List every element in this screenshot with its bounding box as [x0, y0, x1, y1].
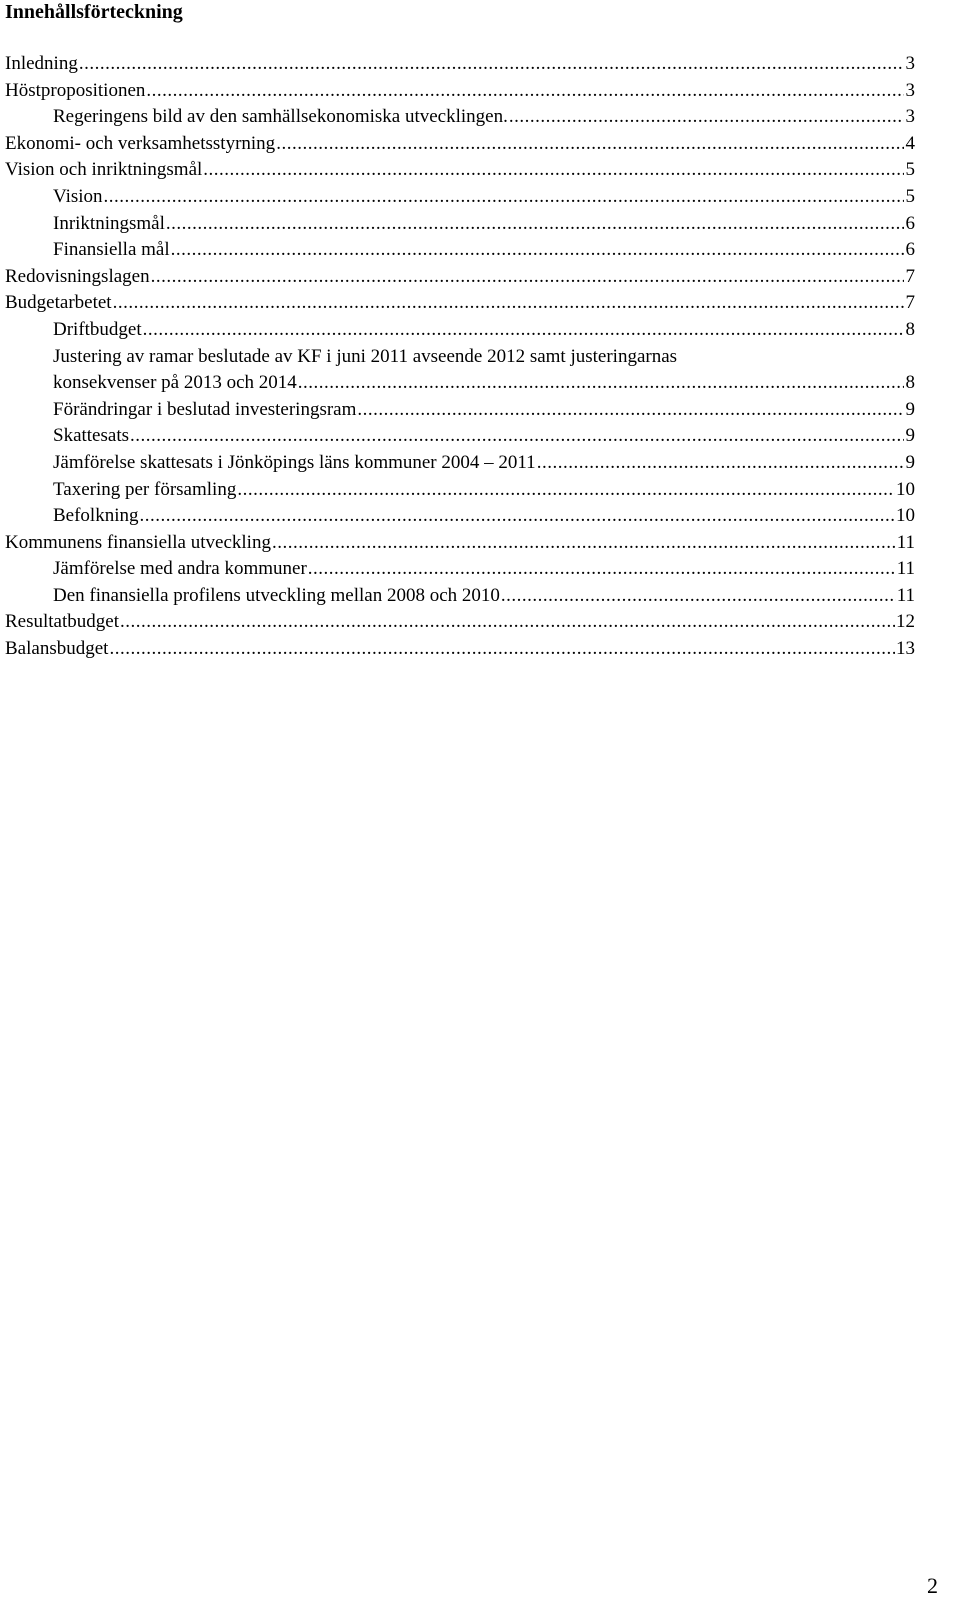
toc-entry[interactable]: [0, 423, 960, 450]
toc-entry[interactable]: [0, 636, 960, 663]
toc-entry[interactable]: [0, 477, 960, 504]
toc-entry[interactable]: [0, 556, 960, 583]
toc-entry[interactable]: [0, 51, 960, 78]
toc-entry-label: Balansbudget: [5, 638, 109, 660]
toc-entry-label: Ekonomi- och verksamhetsstyrning: [5, 132, 276, 154]
toc-dot-leader: [501, 583, 896, 609]
toc-entry-label: Kommunens finansiella utveckling: [5, 531, 271, 553]
toc-entry-label: Förändringar i beslutad investeringsram: [53, 398, 357, 420]
toc-entry[interactable]: [0, 131, 960, 158]
toc-entry-page: 6: [905, 212, 915, 234]
toc-dot-leader: [272, 530, 896, 556]
toc-entry-page: 4: [905, 132, 915, 154]
toc-entry[interactable]: [0, 397, 960, 424]
toc-entry[interactable]: [0, 290, 960, 317]
toc-dot-leader: [537, 450, 904, 476]
toc-entry-page: 7: [905, 292, 915, 314]
toc-dot-leader: [357, 397, 904, 423]
toc-dot-leader: [120, 609, 895, 635]
toc-entry[interactable]: [0, 104, 960, 131]
toc-entry-page: 5: [905, 185, 915, 207]
toc-entry[interactable]: [0, 503, 960, 530]
toc-entry-label: Jämförelse skattesats i Jönköpings läns kommuner 2004 – 2011: [53, 451, 536, 473]
toc-dot-leader: [79, 51, 904, 77]
toc-list: [0, 51, 960, 663]
toc-entry[interactable]: [0, 78, 960, 105]
toc-dot-leader: [509, 104, 904, 130]
toc-entry-page: 13: [896, 638, 915, 660]
toc-dot-leader: [171, 237, 904, 263]
toc-entry[interactable]: [0, 237, 960, 264]
toc-dot-leader: [151, 264, 904, 290]
toc-entry-label: Justering av ramar beslutade av KF i juni 2011 avseende 2012 samt justeringarnas: [53, 345, 678, 367]
toc-dot-leader: [298, 370, 904, 396]
toc-entry-label: Jämförelse med andra kommuner: [53, 558, 307, 580]
toc-dot-leader: [166, 211, 904, 237]
toc-entry-label: Skattesats: [53, 425, 129, 447]
toc-entry-page: 11: [896, 558, 915, 580]
toc-entry-page: 10: [896, 505, 915, 527]
toc-entry-page: 9: [905, 451, 915, 473]
toc-entry-label: Befolkning: [53, 505, 139, 527]
toc-entry-label: Redovisningslagen: [5, 265, 150, 287]
toc-entry[interactable]: [0, 157, 960, 184]
toc-entry-label: Den finansiella profilens utveckling mellan 2008 och 2010: [53, 584, 500, 606]
toc-dot-leader: [237, 477, 895, 503]
toc-entry-label: Budgetarbetet: [5, 292, 112, 314]
toc-entry-label: konsekvenser på 2013 och 2014: [53, 372, 297, 394]
toc-entry-page: 7: [905, 265, 915, 287]
toc-dot-leader: [143, 317, 904, 343]
toc-dot-leader: [276, 131, 904, 157]
toc-dot-leader: [109, 636, 895, 662]
toc-entry-label: Taxering per församling: [53, 478, 237, 500]
toc-entry[interactable]: [0, 211, 960, 238]
toc-entry-page: 3: [905, 79, 915, 101]
toc-entry-page: 8: [905, 372, 915, 394]
toc-entry-label: Inledning: [5, 53, 78, 74]
toc-entry-label: Inriktningsmål: [53, 212, 165, 234]
toc-entry[interactable]: [0, 317, 960, 344]
toc-dot-leader: [104, 184, 904, 210]
toc-entry[interactable]: [0, 583, 960, 610]
toc-dot-leader: [146, 78, 904, 104]
toc-entry-page: 3: [905, 53, 915, 74]
toc-entry-label: Vision och inriktningsmål: [5, 159, 203, 181]
toc-entry-page: 5: [905, 159, 915, 181]
page-number: 2: [927, 1573, 938, 1598]
toc-dot-leader: [140, 503, 896, 529]
toc-entry-page: 11: [896, 531, 915, 553]
toc-entry[interactable]: [0, 450, 960, 477]
toc-dot-leader: [130, 423, 904, 449]
toc-title: Innehållsförteckning: [5, 1, 183, 23]
toc-entry[interactable]: [0, 530, 960, 557]
toc-entry-page: 8: [905, 318, 915, 340]
toc-entry[interactable]: [0, 184, 960, 211]
toc-entry-page: 9: [905, 425, 915, 447]
toc-entry-label: Driftbudget: [53, 318, 142, 340]
toc-entry-page: 12: [896, 611, 915, 633]
toc-dot-leader: [113, 290, 904, 316]
toc-entry-label: Regeringens bild av den samhällsekonomiska utvecklingen.: [53, 106, 508, 128]
toc-entry-page: 6: [905, 239, 915, 261]
toc-entry-page: 11: [896, 584, 915, 606]
toc-entry-label: Finansiella mål: [53, 239, 170, 261]
toc-entry[interactable]: [0, 264, 960, 291]
toc-entry[interactable]: [0, 344, 960, 371]
toc-dot-leader: [308, 556, 896, 582]
toc-entry-label: Vision: [53, 185, 103, 207]
toc-entry-page: 10: [896, 478, 915, 500]
toc-entry-page: 9: [905, 398, 915, 420]
toc-entry-label: Höstpropositionen: [5, 79, 146, 101]
toc-entry[interactable]: [0, 609, 960, 636]
toc-entry-label: Resultatbudget: [5, 611, 119, 633]
toc-entry[interactable]: [0, 370, 960, 397]
toc-entry-page: 3: [905, 106, 915, 128]
toc-dot-leader: [203, 157, 904, 183]
